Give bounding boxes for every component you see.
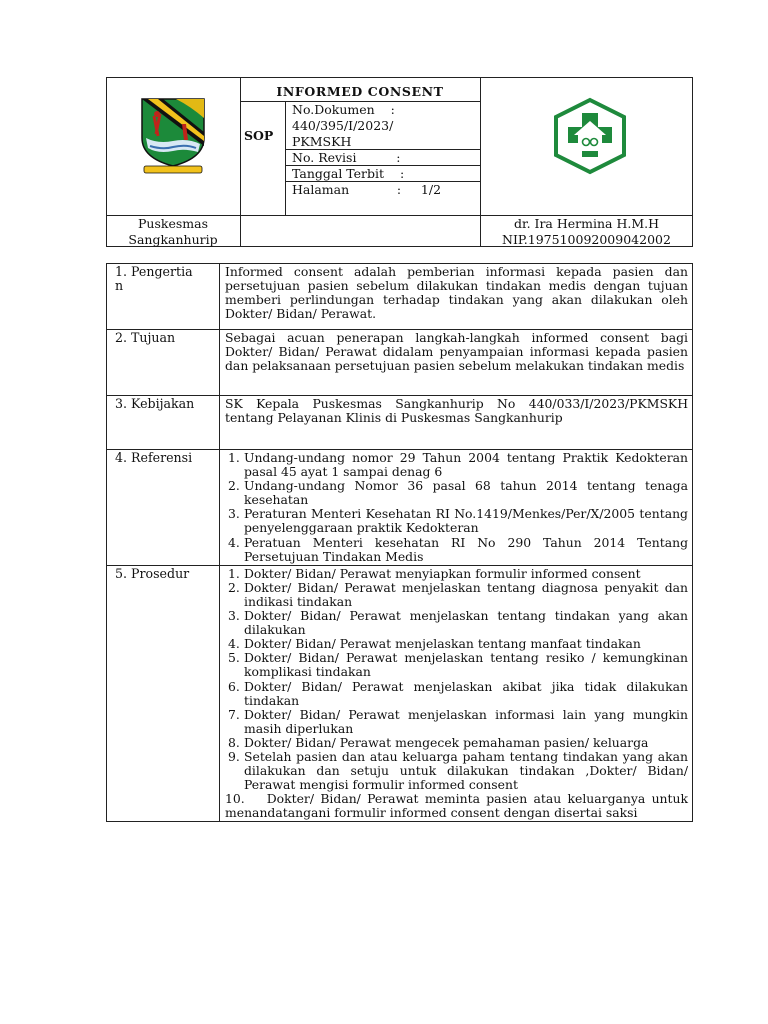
section-label-kebijakan: 3. Kebijakan	[107, 396, 220, 450]
table-row	[107, 565, 693, 822]
list-number: 10.	[225, 791, 245, 807]
list-number: 3.	[228, 506, 240, 522]
list-item-text: Undang-undang Nomor 36 pasal 68 tahun 2014 tentang tenaga kesehatan	[244, 478, 688, 508]
section-label-referensi: 4. Referensi	[107, 450, 220, 566]
sop-content-table	[106, 263, 693, 822]
list-item	[225, 792, 688, 820]
section-list-referensi	[220, 450, 693, 566]
section-label-prosedur: 5. Prosedur	[107, 565, 220, 822]
list-item-text: Peraturan Menteri Kesehatan RI No.1419/Menkes/Per/X/2005 tentang penyelenggaraan praktik Kedokteran	[244, 506, 688, 536]
revision-field: No. Revisi :	[292, 150, 401, 165]
table-row	[107, 330, 693, 396]
table-row	[107, 396, 693, 450]
list-item-text: Dokter/ Bidan/ Perawat menjelaskan tentang diagnosa penyakit dan indikasi tindakan	[244, 579, 688, 609]
section-text-pengertian: Informed consent adalah pemberian informasi kepada pasien dan persetujuan pasien sebelum dilakukan tindakan medis dengan tujuan memberi perlindungan terhadap tindakan yang akan dilakukan oleh Dokter/ Bidan/ Perawat.	[220, 264, 693, 330]
header-divider	[285, 101, 286, 215]
doc-number-value: 440/395/I/2023/	[292, 118, 394, 133]
header-divider	[240, 77, 241, 247]
section-list-prosedur	[220, 565, 693, 822]
list-number: 7.	[228, 706, 240, 722]
list-item	[225, 536, 688, 564]
list-item	[225, 651, 688, 679]
list-number: 5.	[228, 650, 240, 666]
list-item	[225, 750, 688, 792]
list-item-text: Dokter/ Bidan/ Perawat menjelaskan akibat jika tidak dilakukan tindakan	[244, 678, 688, 708]
list-item-text: Setelah pasien dan atau keluarga paham tentang tindakan yang akan dilakukan dan setuju untuk dilakukan tindakan ,Dokter/ Bidan/ Perawat mengisi formulir informed consent	[244, 748, 688, 793]
list-number: 6.	[228, 678, 240, 694]
list-number: 2.	[228, 579, 240, 595]
list-item	[225, 507, 688, 535]
list-item	[225, 736, 688, 750]
list-number: 3.	[228, 608, 240, 624]
section-label-text: 1. Pengertia n	[115, 264, 193, 294]
list-item	[225, 581, 688, 609]
list-item-text: Dokter/ Bidan/ Perawat menjelaskan tentang manfaat tindakan	[244, 636, 641, 652]
list-item-text: Peratuan Menteri kesehatan RI No 290 Tahun 2014 Tentang Persetujuan Tindakan Medis	[244, 534, 688, 564]
list-item-text: Dokter/ Bidan/ Perawat meminta pasien atau keluarganya untuk menandatangani formulir informed consent dengan disertai saksi	[225, 791, 688, 821]
list-number: 4.	[228, 636, 240, 652]
page-field: Halaman : 1/2	[292, 182, 442, 197]
section-label-pengertian	[107, 264, 220, 330]
doc-number-value-2: PKMSKH	[292, 134, 352, 149]
org-name: Puskesmas	[138, 216, 208, 231]
list-item	[225, 451, 688, 479]
list-item	[225, 680, 688, 708]
list-item-text: Dokter/ Bidan/ Perawat mengecek pemahaman pasien/ keluarga	[244, 734, 649, 750]
list-number: 1.	[228, 565, 240, 581]
section-text-tujuan: Sebagai acuan penerapan langkah-langkah informed consent bagi Dokter/ Bidan/ Perawat didalam penyampaian informasi kepada pasien dan pelaksanaan persetujuan pasien sebelum melakukan tindakan medis	[220, 330, 693, 396]
list-item	[225, 637, 688, 651]
list-item-text: Dokter/ Bidan/ Perawat menjelaskan informasi lain yang mungkin masih diperlukan	[244, 706, 688, 736]
list-item	[225, 609, 688, 637]
list-number: 1.	[228, 450, 240, 465]
puskesmas-logo-icon	[550, 97, 630, 175]
issue-date-field: Tanggal Terbit :	[292, 166, 405, 181]
kabupaten-bandung-emblem-icon	[138, 96, 208, 176]
list-item-text: Undang-undang nomor 29 Tahun 2004 tentang Praktik Kedokteran pasal 45 ayat 1 sampai denag 6	[244, 450, 688, 480]
document-title: INFORMED CONSENT	[276, 84, 444, 99]
org-name-2: Sangkanhurip	[128, 232, 218, 247]
list-item-text: Dokter/ Bidan/ Perawat menjelaskan tentang tindakan yang akan dilakukan	[244, 608, 688, 638]
section-text-kebijakan: SK Kepala Puskesmas Sangkanhurip No 440/033/I/2023/PKMSKH tentang Pelayanan Klinis di Puskesmas Sangkanhurip	[220, 396, 693, 450]
sop-label: SOP	[244, 128, 274, 143]
list-item-text: Dokter/ Bidan/ Perawat menyiapkan formulir informed consent	[244, 565, 641, 581]
signer-name: dr. Ira Hermina H.M.H	[513, 216, 660, 231]
list-item	[225, 567, 688, 581]
list-item-text: Dokter/ Bidan/ Perawat menjelaskan tentang resiko / kemungkinan komplikasi tindakan	[244, 650, 688, 680]
list-item	[225, 708, 688, 736]
list-number: 8.	[228, 734, 240, 750]
list-item	[225, 479, 688, 507]
list-number: 9.	[228, 748, 240, 764]
list-number: 4.	[228, 534, 240, 550]
list-number: 2.	[228, 478, 240, 494]
table-row	[107, 450, 693, 566]
signer-nip: NIP.197510092009042002	[502, 232, 671, 247]
table-row	[107, 264, 693, 330]
section-label-tujuan: 2. Tujuan	[107, 330, 220, 396]
doc-number-label: No.Dokumen :	[292, 102, 395, 117]
